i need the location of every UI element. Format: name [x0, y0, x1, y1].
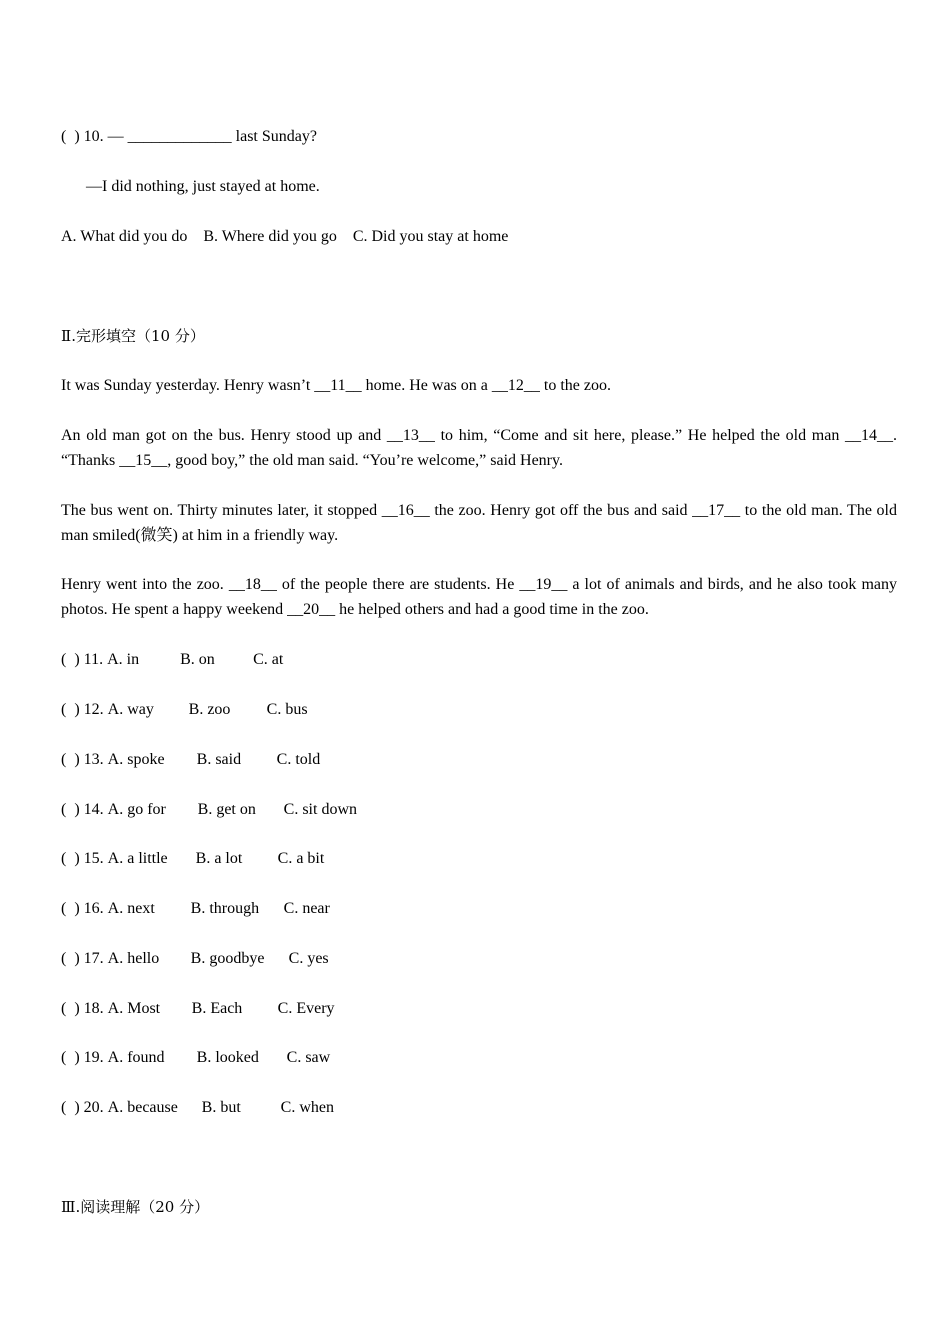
section-2-heading: Ⅱ.完形填空（10 分）: [61, 327, 205, 345]
question-10-options: [61, 227, 508, 247]
question-row: [61, 999, 335, 1019]
option-a: A. found: [107, 1049, 165, 1066]
question-row: [61, 700, 308, 720]
question-10-stem: ( ) 10. — _____________ last Sunday?: [61, 128, 317, 145]
option-a: A. because: [107, 1099, 178, 1116]
question-number: ( ) 17.: [61, 950, 104, 967]
passage-paragraph: It was Sunday yesterday. Henry wasn’t __11__ home. He was on a __12__ to the zoo.: [61, 377, 611, 394]
option-b: B. Each: [191, 1000, 243, 1017]
question-row: [61, 849, 324, 869]
question-number: ( ) 20.: [61, 1099, 104, 1116]
question-number: ( ) 19.: [61, 1049, 104, 1066]
question-number: ( ) 16.: [61, 900, 104, 917]
passage-paragraph: The bus went on. Thirty minutes later, it stopped __16__ the zoo. Henry got off the bus and said __17__ to the old man. The old man smiled(微笑) at him in a friendly way.: [61, 502, 897, 544]
passage-paragraph: Henry went into the zoo. __18__ of the people there are students. He __19__ a lot of animals and birds, and he also took many photos. He spent a happy weekend __20__ he helped others and had a good time in the zoo.: [61, 576, 897, 618]
question-number: ( ) 15.: [61, 850, 104, 867]
option-b: B. looked: [196, 1049, 259, 1066]
option-b: B. through: [190, 900, 260, 917]
option-a: A. in: [107, 651, 140, 668]
option-c: C. near: [283, 900, 330, 917]
question-number: ( ) 18.: [61, 1000, 104, 1017]
question-number: ( ) 14.: [61, 801, 104, 818]
question-number: ( ) 11.: [61, 651, 104, 668]
option-a: A. What did you do: [61, 228, 188, 245]
option-b: B. zoo: [188, 701, 231, 718]
question-row: [61, 1098, 334, 1118]
option-a: A. go for: [107, 801, 166, 818]
option-c: C. at: [253, 651, 284, 668]
option-c: C. bus: [266, 701, 308, 718]
option-a: A. hello: [107, 950, 160, 967]
section-3-heading: Ⅲ.阅读理解（20 分）: [61, 1198, 210, 1216]
option-c: C. saw: [286, 1049, 331, 1066]
option-b: B. Where did you go: [203, 228, 337, 245]
question-10-answer: —I did nothing, just stayed at home.: [86, 178, 320, 195]
option-a: A. next: [107, 900, 155, 917]
question-row: [61, 949, 329, 969]
option-a: A. Most: [107, 1000, 161, 1017]
option-c: C. Did you stay at home: [352, 228, 509, 245]
option-a: A. way: [107, 701, 154, 718]
option-b: B. goodbye: [190, 950, 265, 967]
option-b: B. but: [201, 1099, 241, 1116]
question-row: [61, 650, 283, 670]
option-c: C. when: [280, 1099, 334, 1116]
option-c: C. Every: [277, 1000, 335, 1017]
question-row: [61, 899, 330, 919]
question-row: [61, 1048, 330, 1068]
option-c: C. a bit: [277, 850, 325, 867]
option-a: A. a little: [107, 850, 168, 867]
passage-paragraph: An old man got on the bus. Henry stood up and __13__ to him, “Come and sit here, please.” He helped the old man __14__. “Thanks __15__, good boy,” the old man said. “You’re welcome,” said Henry.: [61, 427, 897, 469]
question-row: [61, 750, 320, 770]
option-c: C. yes: [288, 950, 329, 967]
option-b: B. get on: [197, 801, 256, 818]
option-b: B. a lot: [195, 850, 243, 867]
option-b: B. said: [196, 751, 242, 768]
option-a: A. spoke: [107, 751, 165, 768]
option-c: C. sit down: [283, 801, 357, 818]
question-row: [61, 800, 357, 820]
question-number: ( ) 13.: [61, 751, 104, 768]
option-c: C. told: [276, 751, 321, 768]
question-number: ( ) 12.: [61, 701, 104, 718]
option-b: B. on: [180, 651, 215, 668]
